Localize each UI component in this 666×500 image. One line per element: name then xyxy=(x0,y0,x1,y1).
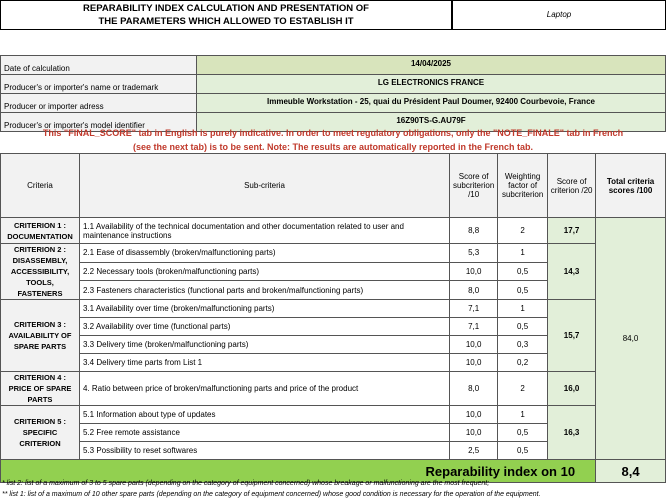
table-row xyxy=(1,300,666,318)
info-value: 16Z90TS-G.AU79F xyxy=(197,113,666,132)
sub-criterion-label: 3.4 Delivery time parts from List 1 xyxy=(79,354,449,372)
page-title xyxy=(0,0,452,30)
sub-criterion-score: 2,5 xyxy=(450,442,498,460)
reparability-index-value: 8,4 xyxy=(596,460,666,483)
criterion-3-name: CRITERION 3 : AVAILABILITY OF SPARE PARTS xyxy=(1,300,80,372)
info-label: Date of calculation xyxy=(1,56,197,75)
title-line-2: THE PARAMETERS WHICH ALLOWED TO ESTABLISH IT xyxy=(98,16,354,27)
sub-criterion-label: 3.1 Availability over time (broken/malfunctioning parts) xyxy=(79,300,449,318)
header-criteria: Criteria xyxy=(1,154,80,218)
info-row xyxy=(1,75,666,94)
sub-criterion-label: 5.1 Information about type of updates xyxy=(79,406,449,424)
criterion-1-score: 17,7 xyxy=(548,218,596,244)
info-row xyxy=(1,56,666,75)
product-type: Laptop xyxy=(452,0,666,30)
reparability-index-label: Reparability index on 10 xyxy=(1,460,596,483)
sub-criterion-weight: 0,3 xyxy=(498,336,548,354)
note-line-1: This "FINAL_SCORE" tab in English is purely indicative. In order to meet regulatory obligations, only the "NOTE_FINALE" tab in French xyxy=(42,128,624,138)
sub-criterion-label: 3.2 Availability over time (functional parts) xyxy=(79,318,449,336)
sub-criterion-score: 10,0 xyxy=(450,406,498,424)
criterion-3-score: 15,7 xyxy=(548,300,596,372)
table-row xyxy=(1,406,666,424)
header-score-criterion: Score of criterion /20 xyxy=(548,154,596,218)
sub-criterion-score: 5,3 xyxy=(450,244,498,263)
sub-criterion-weight: 0,5 xyxy=(498,281,548,300)
criterion-4-name: CRITERION 4 : PRICE OF SPARE PARTS xyxy=(1,372,80,406)
criterion-4-score: 16,0 xyxy=(548,372,596,406)
sub-criterion-label: 1.1 Availability of the technical documentation and other documentation related to user and maintenance instructions xyxy=(79,218,449,244)
disclaimer-note xyxy=(0,126,666,154)
sub-criterion-weight: 1 xyxy=(498,300,548,318)
note-line-2: (see the next tab) is to be sent. Note: The results are automatically reported in the French tab. xyxy=(132,142,534,152)
criterion-5-score: 16,3 xyxy=(548,406,596,460)
sub-criterion-label: 2.3 Fasteners characteristics (functional parts and broken/malfunctioning parts) xyxy=(79,281,449,300)
sub-criterion-score: 10,0 xyxy=(450,262,498,281)
sub-criterion-weight: 0,5 xyxy=(498,262,548,281)
sub-criterion-score: 8,0 xyxy=(450,372,498,406)
sub-criterion-score: 10,0 xyxy=(450,336,498,354)
info-row xyxy=(1,94,666,113)
table-row xyxy=(1,218,666,244)
header-total: Total criteria scores /100 xyxy=(596,154,666,218)
info-value: LG ELECTRONICS FRANCE xyxy=(197,75,666,94)
criterion-5-name: CRITERION 5 : SPECIFIC CRITERION xyxy=(1,406,80,460)
sub-criterion-label: 2.1 Ease of disassembly (broken/malfunctioning parts) xyxy=(79,244,449,263)
sub-criterion-weight: 0,5 xyxy=(498,424,548,442)
criterion-2-score: 14,3 xyxy=(548,244,596,300)
info-label: Producer's or importer's name or trademark xyxy=(1,75,197,94)
table-header-row xyxy=(1,154,666,218)
info-table xyxy=(0,55,666,132)
criterion-2-name: CRITERION 2 : DISASSEMBLY, ACCESSIBILITY, TOOLS, FASTENERS xyxy=(1,244,80,300)
info-label: Producer or importer adress xyxy=(1,94,197,113)
info-label: Producer's or importer's model identifier xyxy=(1,113,197,132)
sub-criterion-label: 5.3 Possibility to reset softwares xyxy=(79,442,449,460)
sub-criterion-score: 7,1 xyxy=(450,300,498,318)
sub-criterion-score: 10,0 xyxy=(450,424,498,442)
header-weighting: Weighting factor of subcriterion xyxy=(498,154,548,218)
sub-criterion-label: 5.2 Free remote assistance xyxy=(79,424,449,442)
sub-criterion-label: 3.3 Delivery time (broken/malfunctioning parts) xyxy=(79,336,449,354)
score-table xyxy=(0,153,666,483)
table-row xyxy=(1,244,666,263)
sub-criterion-label: 2.2 Necessary tools (broken/malfunctioning parts) xyxy=(79,262,449,281)
criterion-1-name: CRITERION 1 : DOCUMENTATION xyxy=(1,218,80,244)
info-value: 14/04/2025 xyxy=(197,56,666,75)
sub-criterion-score: 8,0 xyxy=(450,281,498,300)
title-line-1: REPARABILITY INDEX CALCULATION AND PRESENTATION OF xyxy=(83,3,369,14)
sub-criterion-weight: 0,2 xyxy=(498,354,548,372)
sub-criterion-label: 4. Ratio between price of broken/malfunctioning parts and price of the product xyxy=(79,372,449,406)
table-row xyxy=(1,372,666,406)
sub-criterion-score: 8,8 xyxy=(450,218,498,244)
sub-criterion-weight: 2 xyxy=(498,218,548,244)
footnote-list-2: * list 2: list of a maximum of 3 to 5 spare parts (depending on the category of equipment concerned) whose breakage or malfunctioning are the most frequent; xyxy=(2,480,490,487)
header-sub-criteria: Sub-criteria xyxy=(79,154,449,218)
sub-criterion-weight: 2 xyxy=(498,372,548,406)
footnote-list-1: ** list 1: list of a maximum of 10 other spare parts (depending on the category of equipment concerned) whose good condition is necessary for the operation of the equipment. xyxy=(2,491,541,498)
total-criteria-score: 84,0 xyxy=(596,218,666,460)
sub-criterion-score: 7,1 xyxy=(450,318,498,336)
sub-criterion-weight: 0,5 xyxy=(498,442,548,460)
header-score-sub: Score of subcriterion /10 xyxy=(450,154,498,218)
sub-criterion-weight: 1 xyxy=(498,244,548,263)
sub-criterion-score: 10,0 xyxy=(450,354,498,372)
info-value: Immeuble Workstation - 25, quai du Président Paul Doumer, 92400 Courbevoie, France xyxy=(197,94,666,113)
sub-criterion-weight: 0,5 xyxy=(498,318,548,336)
sub-criterion-weight: 1 xyxy=(498,406,548,424)
